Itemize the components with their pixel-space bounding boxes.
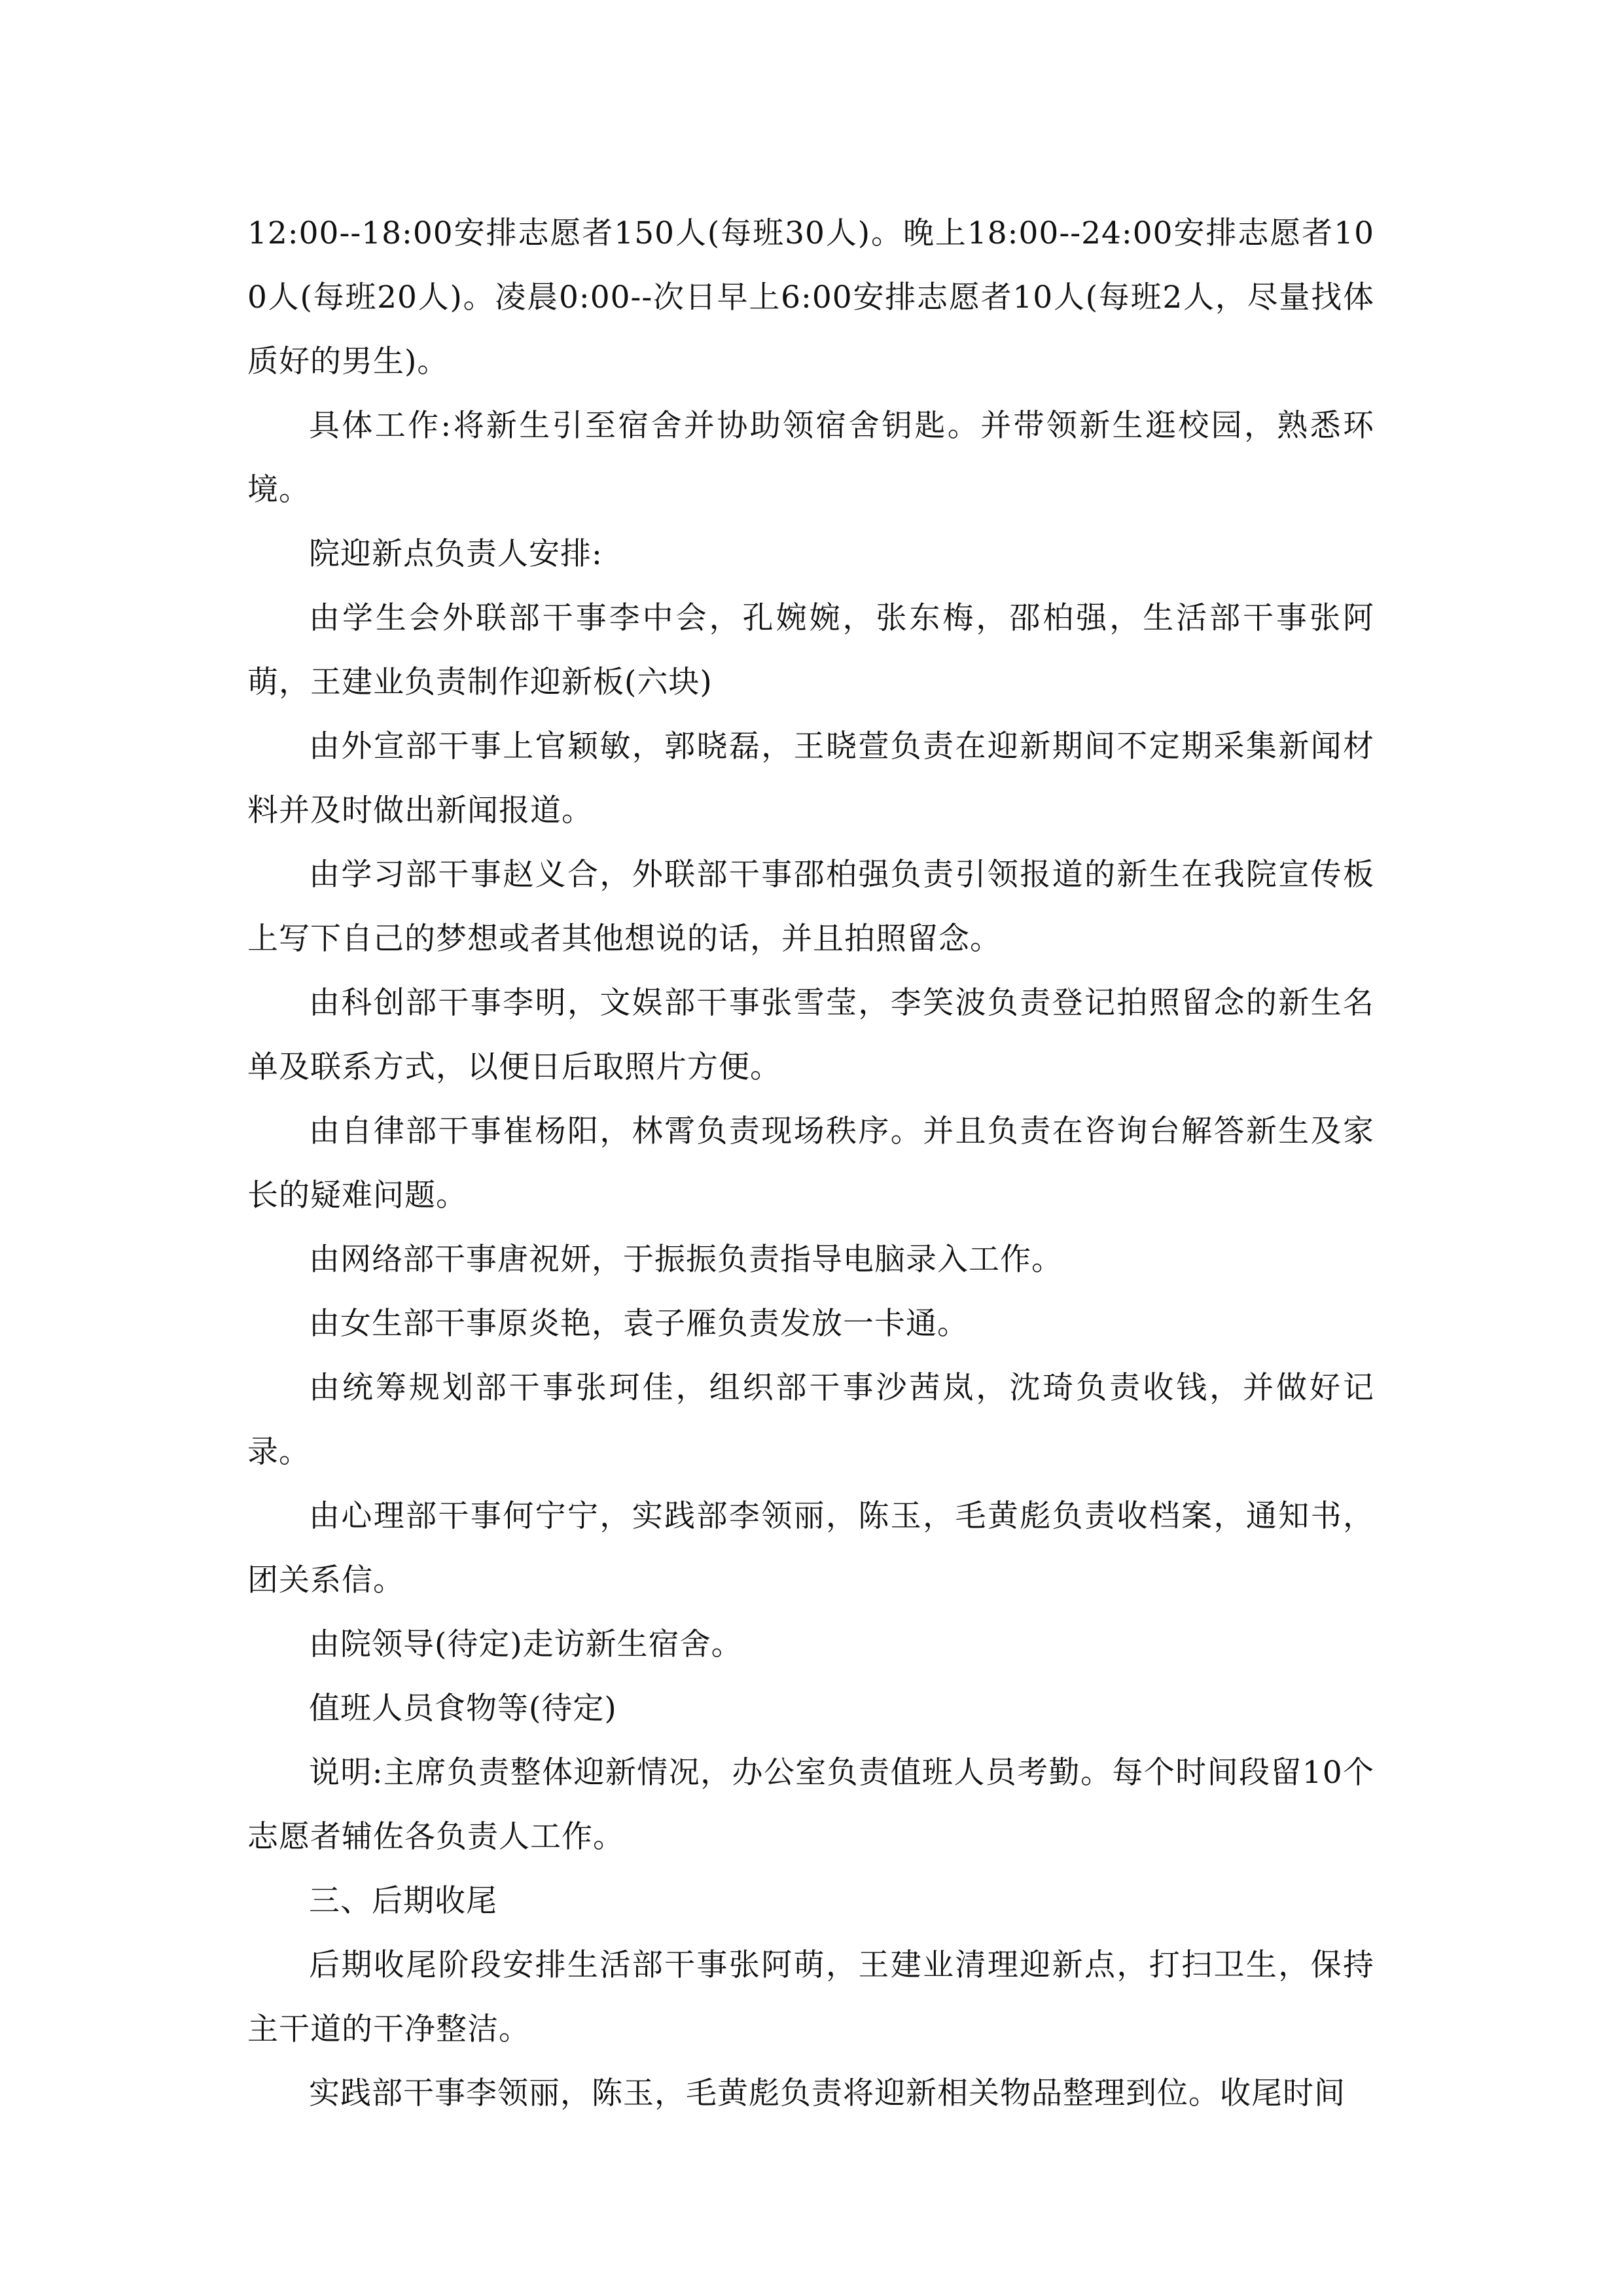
paragraph-leader-arrangement-heading: 院迎新点负责人安排: [309, 536, 603, 572]
section-heading-closing: 三、后期收尾 [309, 1883, 497, 1919]
paragraph-specific-work: 具体工作:将新生引至宿舍并协助领宿舍钥匙。并带领新生逛校园，熟悉环境。 [247, 408, 1374, 508]
paragraph-campus-card: 由女生部干事原炎艳，袁子雁负责发放一卡通。 [309, 1306, 969, 1342]
paragraph-site-order: 由自律部干事崔杨阳，林霄负责现场秩序。并且负责在咨询台解答新生及家长的疑难问题。 [247, 1113, 1374, 1213]
paragraph-materials-arrangement: 实践部干事李领丽，陈玉，毛黄彪负责将迎新相关物品整理到位。收尾时间 [309, 2075, 1346, 2111]
paragraph-fee-collection: 由统筹规划部干事张珂佳，组织部干事沙茜岚，沈琦负责收钱，并做好记录。 [247, 1370, 1374, 1470]
document-body [247, 202, 1374, 2126]
paragraph-welcome-board: 由学生会外联部干事李中会，孔婉婉，张东梅，邵柏强，生活部干事张阿萌，王建业负责制作迎新板(六块) [247, 600, 1374, 700]
paragraph-dream-board: 由学习部干事赵义合，外联部干事邵柏强负责引领报道的新生在我院宣传板上写下自己的梦想或者其他想说的话，并且拍照留念。 [247, 857, 1374, 957]
paragraph-staff-food: 值班人员食物等(待定) [309, 1691, 617, 1727]
paragraph-volunteer-schedule: 12:00--18:00安排志愿者150人(每班30人)。晚上18:00--24:00安排志愿者100人(每班20人)。凌晨0:00--次日早上6:00安排志愿者10人(每班2人，尽量找体质好的男生)。 [247, 215, 1374, 380]
paragraph-dorm-visit: 由院领导(待定)走访新生宿舍。 [309, 1626, 743, 1662]
paragraph-photo-registration: 由科创部干事李明，文娱部干事张雪莹，李笑波负责登记拍照留念的新生名单及联系方式，以便日后取照片方便。 [247, 985, 1374, 1085]
paragraph-note: 说明:主席负责整体迎新情况，办公室负责值班人员考勤。每个时间段留10个志愿者辅佐各负责人工作。 [247, 1755, 1374, 1855]
paragraph-document-collection: 由心理部干事何宁宁，实践部李领丽，陈玉，毛黄彪负责收档案，通知书，团关系信。 [247, 1498, 1374, 1598]
paragraph-news-report: 由外宣部干事上官颖敏，郭晓磊，王晓萱负责在迎新期间不定期采集新闻材料并及时做出新闻报道。 [247, 728, 1374, 829]
paragraph-cleanup: 后期收尾阶段安排生活部干事张阿萌，王建业清理迎新点，打扫卫生，保持主干道的干净整洁。 [247, 1947, 1374, 2047]
paragraph-computer-entry: 由网络部干事唐祝妍，于振振负责指导电脑录入工作。 [309, 1242, 1063, 1278]
